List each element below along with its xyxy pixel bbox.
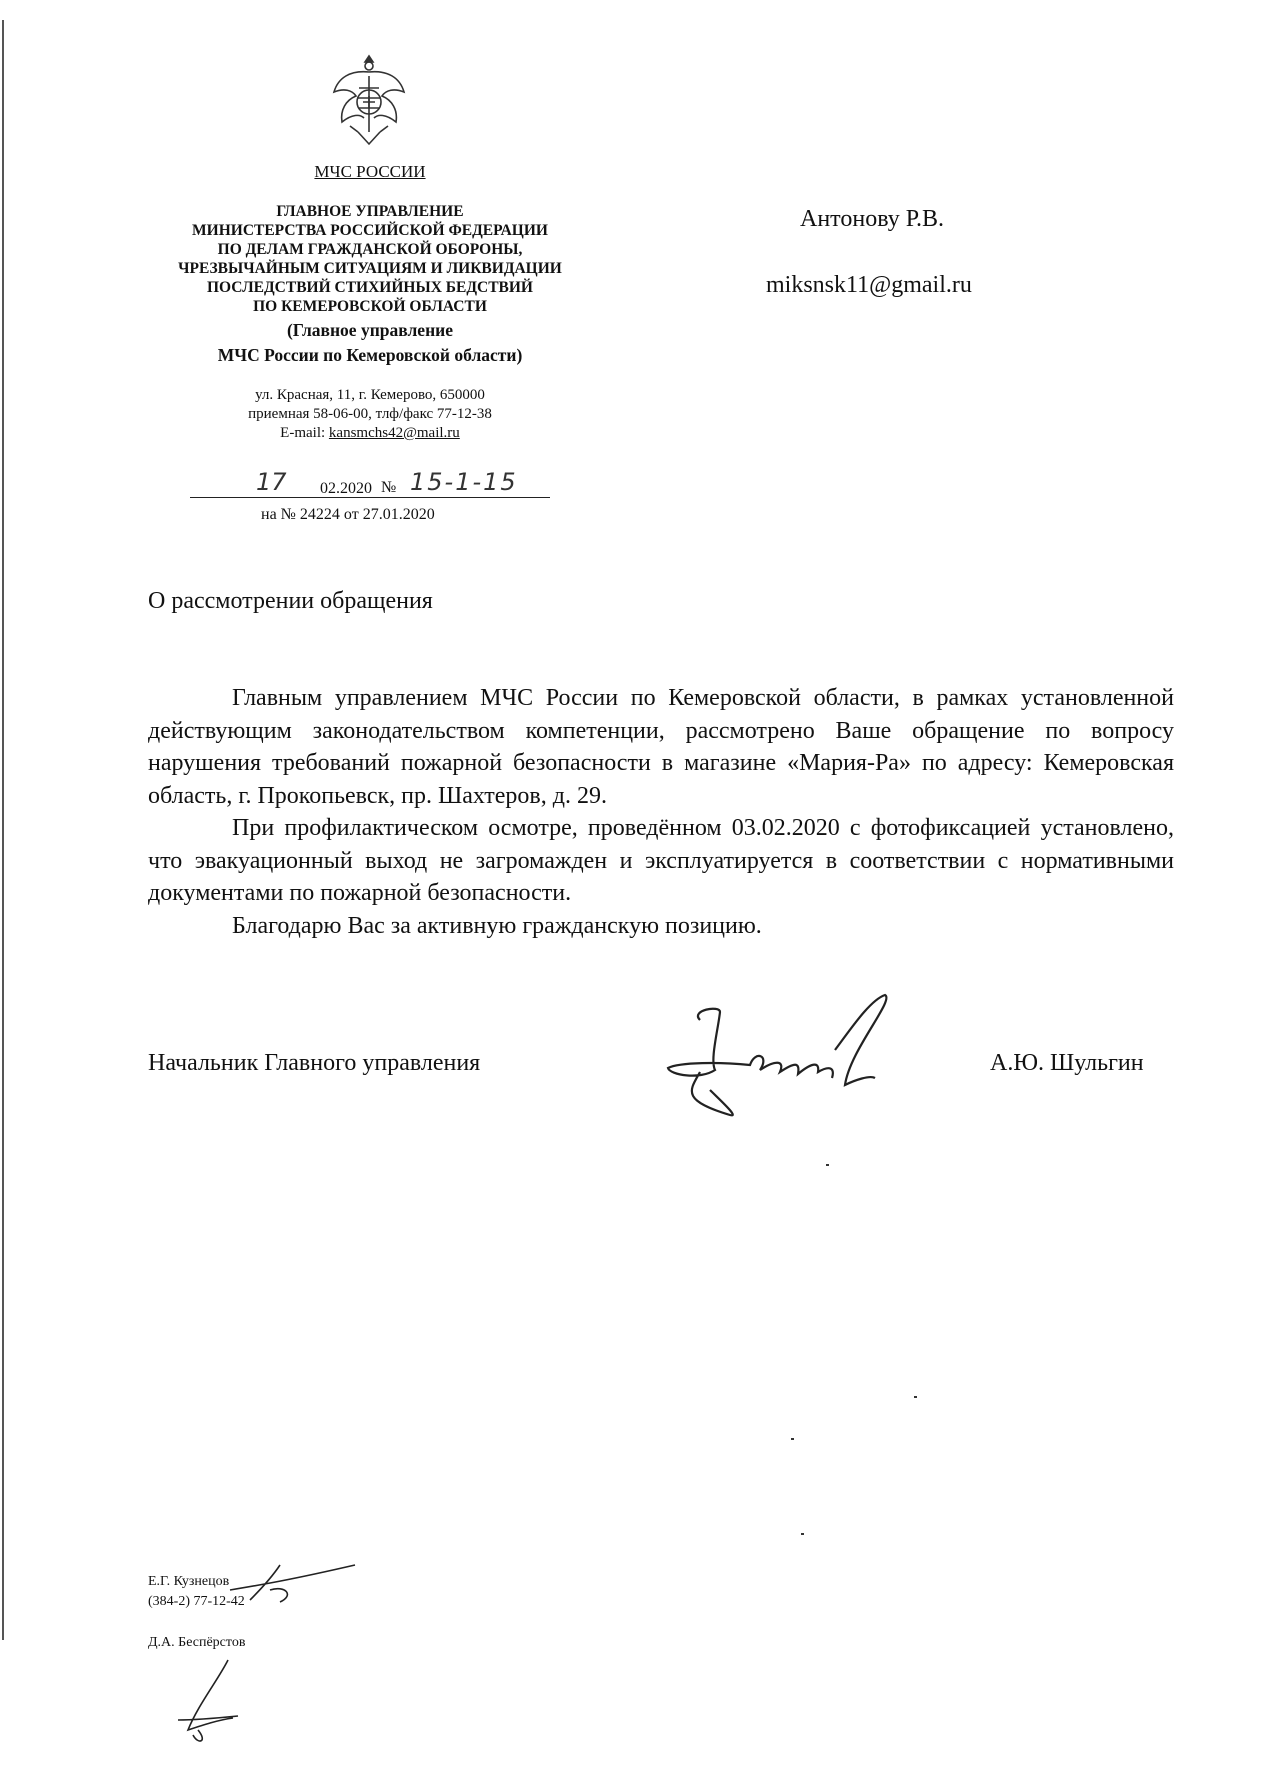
body-paragraph: Главным управлением МЧС России по Кемеровской области, в рамках установленной действующим законодательством компетенции, рассмотрено Ваше обращение по вопросу нарушения требований пожарной безопасности в магазине «Мария-Ра» по адресу: Кемеровская область, г. Прокопьевск, пр. Шахтеров, д. 29. <box>148 685 1174 809</box>
contacts <box>140 386 600 443</box>
scan-speck <box>914 1396 917 1398</box>
letter-body <box>148 682 1174 942</box>
handwritten-reg-number: 15-1-15 <box>410 468 518 496</box>
short-name-line: МЧС России по Кемеровской области) <box>217 345 523 365</box>
body-paragraph: При профилактическом осмотре, проведённом 03.02.2020 с фотофиксацией установлено, что эвакуационный выход не загромажден и эксплуатируется в соответствии с нормативными документами по пожарной безопасности. <box>148 815 1174 906</box>
addressee-name: Антонову Р.В. <box>800 206 945 232</box>
org-phones: приемная 58-06-00, тлф/факс 77-12-38 <box>248 406 492 422</box>
org-line: ЧРЕЗВЫЧАЙНЫМ СИТУАЦИЯМ И ЛИКВИДАЦИИ <box>178 260 562 277</box>
handwritten-signature <box>660 990 920 1130</box>
reference-number: на № 24224 от 27.01.2020 <box>261 506 435 523</box>
scan-edge-line <box>2 20 4 1640</box>
org-line: ГЛАВНОЕ УПРАВЛЕНИЕ <box>276 203 464 220</box>
org-email-line <box>140 424 600 443</box>
addressee-email: miksnsk11@gmail.ru <box>766 272 972 298</box>
executor-1-initials <box>210 1540 360 1610</box>
org-line: МИНИСТЕРСТВА РОССИЙСКОЙ ФЕДЕРАЦИИ <box>192 222 548 239</box>
short-name-line: (Главное управление <box>286 320 454 340</box>
organization-short-name <box>140 318 600 368</box>
scan-speck <box>801 1533 804 1535</box>
org-line: ПО КЕМЕРОВСКОЙ ОБЛАСТИ <box>253 298 487 315</box>
scan-speck <box>791 1438 794 1440</box>
registration-line <box>190 468 550 502</box>
org-line: ПО ДЕЛАМ ГРАЖДАНСКОЙ ОБОРОНЫ, <box>217 241 523 258</box>
body-paragraph: Благодарю Вас за активную гражданскую позицию. <box>232 912 762 939</box>
org-address: ул. Красная, 11, г. Кемерово, 650000 <box>255 387 485 403</box>
organization-full-name <box>140 202 600 316</box>
underline-rule <box>190 497 550 498</box>
letterhead <box>140 162 600 443</box>
signatory-name: А.Ю. Шульгин <box>990 1050 1144 1076</box>
registration-date: 02.2020 <box>320 480 372 497</box>
email-label: E-mail: <box>280 425 329 441</box>
signatory-title: Начальник Главного управления <box>148 1050 481 1076</box>
ministry-name: МЧС РОССИИ <box>314 162 426 181</box>
org-email-link[interactable]: kansmchs42@mail.ru <box>328 425 460 441</box>
emchs-emblem-icon <box>330 52 408 148</box>
letter-subject: О рассмотрении обращения <box>148 588 433 614</box>
org-line: ПОСЛЕДСТВИЙ СТИХИЙНЫХ БЕДСТВИЙ <box>207 279 533 296</box>
number-sign: № <box>381 479 397 496</box>
executor-2-initials <box>168 1650 248 1750</box>
executor-name: Е.Г. Кузнецов <box>148 1574 230 1589</box>
handwritten-day: 17 <box>256 468 287 496</box>
executor-phone: (384-2) 77-12-42 <box>148 1594 245 1609</box>
executor-2: Д.А. Беспёрстов <box>148 1635 246 1650</box>
scan-speck <box>826 1164 829 1166</box>
